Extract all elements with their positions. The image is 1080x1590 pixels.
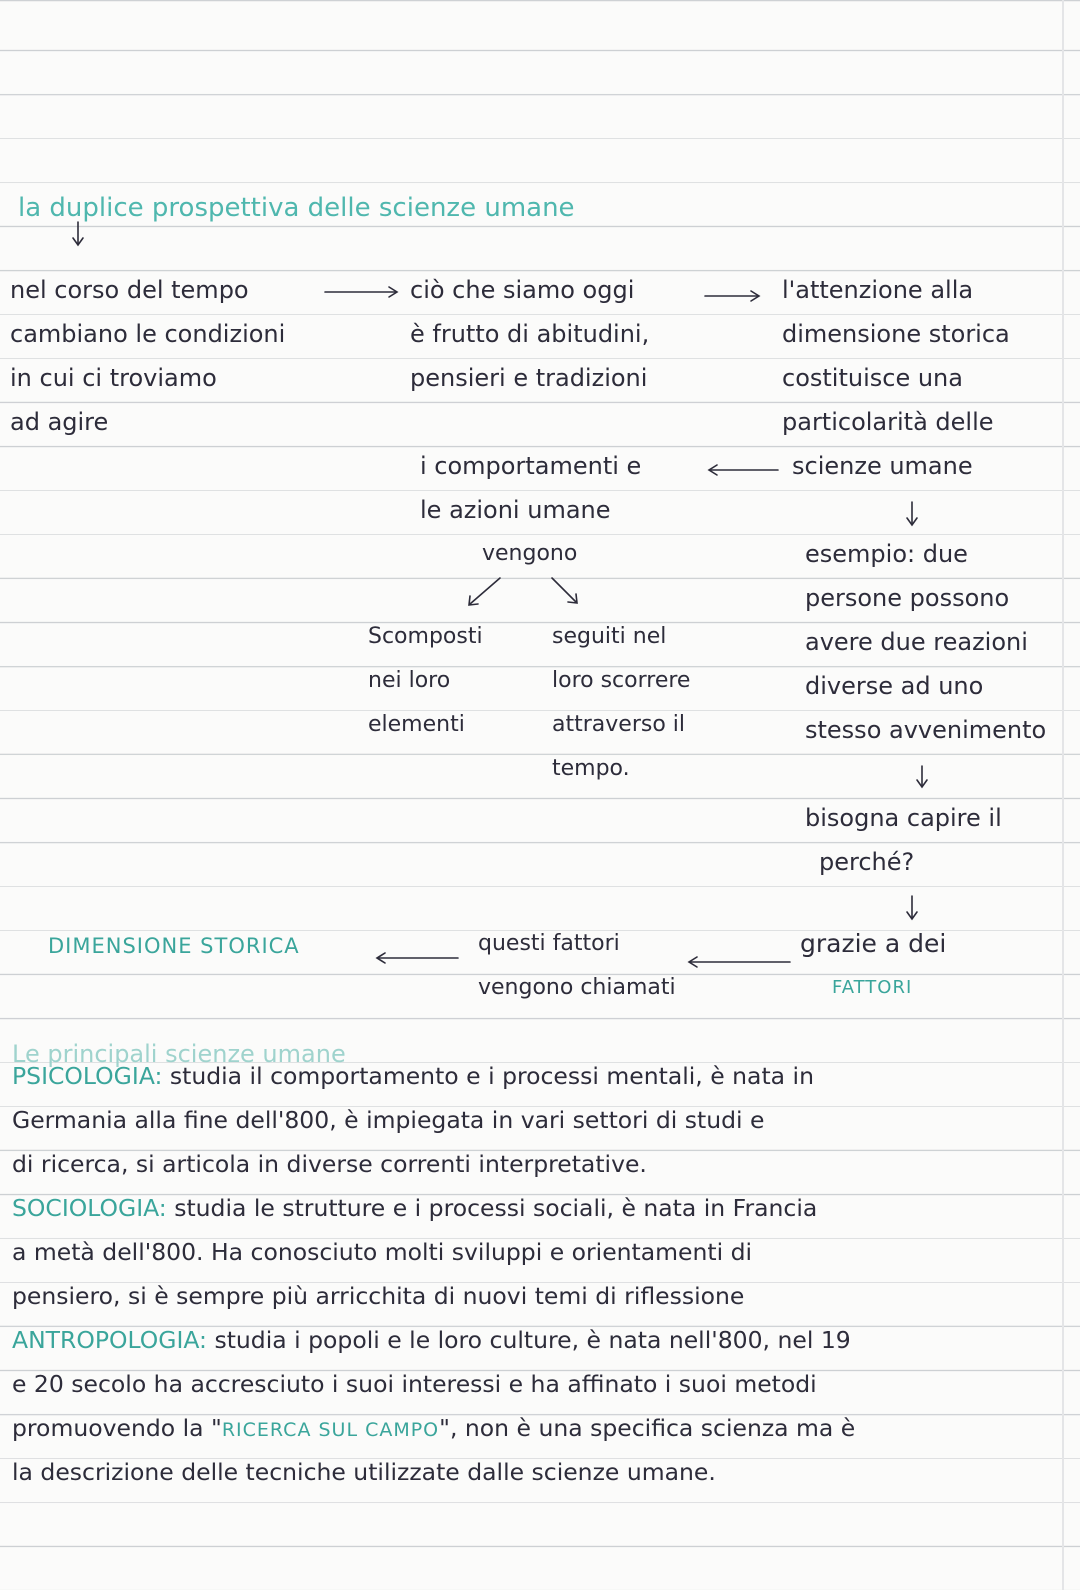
entry-line xyxy=(12,1406,1057,1450)
arrow-left-icon xyxy=(377,953,458,963)
right-note-line: scienze umane xyxy=(792,452,973,480)
right-note-line: particolarità delle xyxy=(782,408,994,436)
branch-left-line: nei loro xyxy=(368,668,451,693)
entry-text: studia le strutture e i processi sociali, è nata in Francia xyxy=(166,1194,818,1222)
entry-line: Germania alla fine dell'800, è impiegata in vari settori di studi e xyxy=(12,1106,765,1134)
middle-note-line: ciò che siamo oggi xyxy=(410,276,635,304)
behaviors-line: i comportamenti e xyxy=(420,452,642,480)
entry-term-sociologia: SOCIOLOGIA: xyxy=(12,1194,167,1222)
section-body xyxy=(12,1054,1057,1494)
branch-right-line: tempo. xyxy=(552,756,630,781)
example-line: stesso avvenimento xyxy=(805,716,1047,744)
grazie-label: grazie a dei xyxy=(800,929,947,958)
entry-line: a metà dell'800. Ha conosciuto molti sviluppi e orientamenti di xyxy=(12,1238,753,1266)
vengono-label: vengono xyxy=(482,541,578,566)
arrow-down-icon xyxy=(907,896,917,919)
left-note-line: cambiano le condizioni xyxy=(10,320,286,348)
entry-line: di ricerca, si articola in diverse correnti interpretative. xyxy=(12,1150,647,1178)
middle-note-line: pensieri e tradizioni xyxy=(410,364,648,392)
arrow-down-right-icon xyxy=(552,578,577,603)
left-note-line: ad agire xyxy=(10,408,109,436)
right-note-line: costituisce una xyxy=(782,364,963,392)
arrow-down-icon xyxy=(917,766,927,787)
example-line: diverse ad uno xyxy=(805,672,984,700)
entry-line: e 20 secolo ha accresciuto i suoi interessi e ha affinato i suoi metodi xyxy=(12,1370,817,1398)
branch-right-line: attraverso il xyxy=(552,712,685,737)
behaviors-line: le azioni umane xyxy=(420,496,611,524)
fattori-label: FATTORI xyxy=(832,977,913,998)
arrow-down-icon xyxy=(907,502,917,525)
arrow-right-icon xyxy=(325,287,397,297)
entry-term-antropologia: ANTROPOLOGIA: xyxy=(12,1326,207,1354)
questi-line: vengono chiamati xyxy=(478,975,676,1000)
entry-line xyxy=(12,1318,1057,1362)
question-line: bisogna capire il xyxy=(805,804,1002,832)
left-note-line: in cui ci troviamo xyxy=(10,364,217,392)
entry-line: pensiero, si è sempre più arricchita di nuovi temi di riflessione xyxy=(12,1282,745,1310)
branch-left-line: elementi xyxy=(368,712,465,737)
question-line: perché? xyxy=(819,848,915,876)
branch-right-line: seguiti nel xyxy=(552,624,667,649)
entry-text: promuovendo la " xyxy=(12,1414,222,1442)
entry-line xyxy=(12,1054,1057,1098)
arrow-left-icon xyxy=(689,957,790,967)
entry-term-psicologia: PSICOLOGIA: xyxy=(12,1062,163,1090)
page-title: la duplice prospettiva delle scienze umane xyxy=(18,193,575,223)
entry-text: ", non è una specifica scienza ma è xyxy=(439,1414,856,1442)
right-note-line: l'attenzione alla xyxy=(782,276,974,304)
entry-line xyxy=(12,1186,1057,1230)
dimensione-storica-label: DIMENSIONE STORICA xyxy=(48,934,300,958)
arrow-left-icon xyxy=(709,465,778,475)
arrow-right-icon xyxy=(705,291,759,301)
example-line: avere due reazioni xyxy=(805,628,1028,656)
highlight-term: RICERCA SUL CAMPO xyxy=(221,1419,440,1441)
arrow-down-icon xyxy=(73,222,83,245)
questi-line: questi fattori xyxy=(478,931,620,956)
section-title: Le principali scienze umane xyxy=(12,1040,346,1068)
example-line: persone possono xyxy=(805,584,1010,612)
middle-note-line: è frutto di abitudini, xyxy=(410,320,650,348)
right-note-line: dimensione storica xyxy=(782,320,1010,348)
arrow-down-left-icon xyxy=(469,578,500,605)
example-line: esempio: due xyxy=(805,540,968,568)
entry-text: studia il comportamento e i processi mentali, è nata in xyxy=(162,1062,814,1090)
entry-line: la descrizione delle tecniche utilizzate dalle scienze umane. xyxy=(12,1458,716,1486)
left-note-line: nel corso del tempo xyxy=(10,276,249,304)
branch-right-line: loro scorrere xyxy=(552,668,691,693)
entry-text: studia i popoli e le loro culture, è nata nell'800, nel 19 xyxy=(206,1326,851,1354)
branch-left-line: Scomposti xyxy=(368,624,483,649)
